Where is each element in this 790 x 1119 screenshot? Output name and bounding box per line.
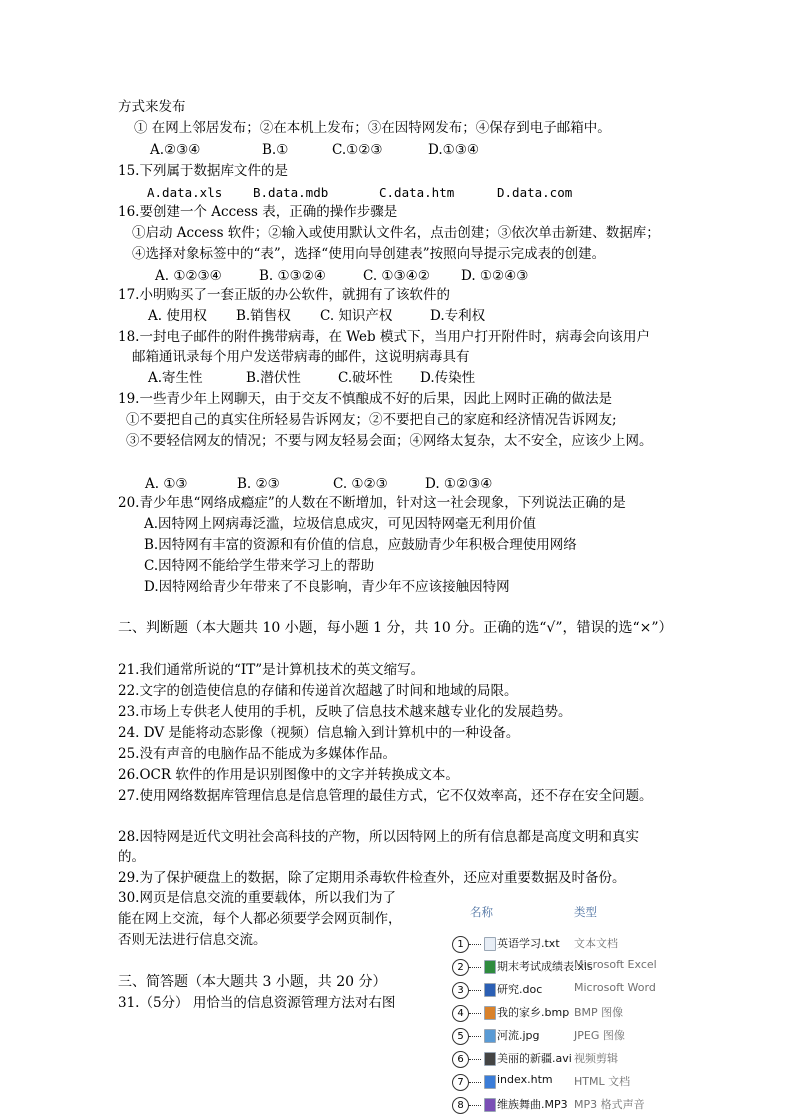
q20-option-d: D.因特网给青少年带来了不良影响，青少年不应该接触因特网 [144, 579, 510, 595]
q16-options [155, 267, 528, 285]
file-row [452, 1070, 648, 1092]
q29: 29.为了保护硬盘上的数据，除了定期用杀毒软件检查外，还应对重要数据及时备份。 [118, 870, 626, 886]
option-c: C. ①②③ [333, 476, 388, 492]
option-d: D. ①②③④ [425, 476, 493, 492]
file-name: 研究.doc [497, 983, 543, 996]
leader-dots [469, 1105, 481, 1106]
file-type: JPEG 图像 [574, 1029, 625, 1042]
q31-stem: 31.（5分） 用恰当的信息资源管理方法对右图 [118, 995, 396, 1011]
q14-options [150, 141, 479, 159]
column-header-type: 类型 [574, 905, 597, 919]
circled-number: 7 [452, 1074, 469, 1091]
file-row [452, 978, 656, 1000]
circled-number: 5 [452, 1028, 469, 1045]
file-type: HTML 文档 [574, 1075, 631, 1088]
file-list-figure [452, 892, 657, 1119]
option-c: C.①②③ [332, 142, 383, 158]
leader-dots [469, 1036, 481, 1037]
q17-options [148, 307, 485, 325]
excel-file-icon [484, 960, 496, 974]
q16-steps-2: ④选择对象标签中的“表”，选择“使用向导创建表”按照向导提示完成表的创建。 [132, 246, 606, 262]
option-a: A.data.xls [147, 185, 223, 200]
option-b: B.销售权 [236, 308, 291, 324]
q20-option-c: C.因特网不能给学生带来学习上的帮助 [144, 558, 375, 574]
option-c: C. 知识产权 [320, 308, 393, 324]
q16-steps-1: ①启动 Access 软件；②输入或使用默认文件名，点击创建；③依次单击新建、数据库； [132, 225, 660, 241]
q19-items-1: ①不要把自己的真实住所轻易告诉网友；②不要把自己的家庭和经济情况告诉网友; [126, 412, 617, 428]
q16-stem: 16.要创建一个 Access 表，正确的操作步骤是 [118, 204, 398, 220]
file-type: BMP 图像 [574, 1006, 624, 1019]
option-c: C. ①③④② [363, 268, 430, 284]
file-name: 我的家乡.bmp [497, 1006, 570, 1019]
file-name: 美丽的新疆.avi [497, 1052, 572, 1065]
option-a: A.②③④ [150, 142, 201, 158]
q15-options [147, 184, 572, 202]
option-d: D.传染性 [420, 370, 476, 386]
q19-options [145, 475, 492, 493]
column-header-name: 名称 [470, 905, 493, 919]
q20-stem: 20.青少年患“网络成瘾症”的人数在不断增加，针对这一社会现象，下列说法正确的是 [118, 495, 626, 511]
file-name: 维族舞曲.MP3 [497, 1098, 568, 1111]
leader-dots [469, 1059, 481, 1060]
circled-number: 3 [452, 982, 469, 999]
q27: 27.使用网络数据库管理信息是信息管理的最佳方式，它不仅效率高，还不存在安全问题。 [118, 788, 653, 804]
option-b: B.data.mdb [253, 185, 329, 200]
file-row [452, 1047, 648, 1069]
circled-number: 4 [452, 1005, 469, 1022]
audio-file-icon [484, 1098, 496, 1112]
q23: 23.市场上专供老人使用的手机，反映了信息技术越来越专业化的发展趋势。 [118, 704, 572, 720]
option-d: D.data.com [497, 185, 573, 200]
q26: 26.OCR 软件的作用是识别图像中的文字并转换成文本。 [118, 767, 459, 783]
section-2-heading: 二、判断题（本大题共 10 小题，每小题 1 分，共 10 分。正确的选“√”，错误的选“×”） [118, 620, 673, 636]
circled-number: 1 [452, 936, 469, 953]
option-a: A. ①②③④ [155, 268, 222, 284]
file-name: index.htm [497, 1073, 553, 1086]
file-row [452, 932, 648, 954]
file-row [452, 1024, 648, 1046]
leader-dots [469, 1082, 481, 1083]
image-file-icon [484, 1029, 496, 1043]
section-3-heading: 三、简答题（本大题共 3 小题，共 20 分） [118, 974, 387, 990]
q22: 22.文字的创造使信息的存储和传递首次超越了时间和地域的局限。 [118, 683, 518, 699]
option-d: D. ①②④③ [461, 268, 529, 284]
q14-stem-cont: 方式来发布 [118, 99, 186, 115]
option-b: B.潜伏性 [246, 370, 301, 386]
q21: 21.我们通常所说的“IT”是计算机技术的英文缩写。 [118, 662, 425, 678]
file-type: MP3 格式声音 [574, 1098, 645, 1111]
option-a: A. ①③ [145, 476, 188, 492]
q19-items-2: ③不要轻信网友的情况；不要与网友轻易会面；④网络太复杂，太不安全，应该少上网。 [126, 433, 653, 449]
file-type: Microsoft Excel [574, 958, 657, 971]
leader-dots [469, 944, 481, 945]
q17-stem: 17.小明购买了一套正版的办公软件，就拥有了该软件的 [118, 287, 450, 303]
leader-dots [469, 990, 481, 991]
option-b: B. ①③②④ [259, 268, 326, 284]
file-row [452, 955, 657, 977]
option-a: A. 使用权 [148, 308, 207, 324]
file-row [452, 1001, 648, 1023]
file-name: 期末考试成绩表.xls [497, 960, 593, 973]
circled-number: 2 [452, 959, 469, 976]
q30-line-2: 能在网上交流，每个人都必须要学会网页制作， [118, 911, 402, 927]
option-d: D.①③④ [428, 142, 479, 158]
q30-line-1: 30.网页是信息交流的重要载体，所以我们为了 [118, 890, 396, 906]
circled-number: 8 [452, 1097, 469, 1114]
html-file-icon [484, 1075, 496, 1089]
q24: 24. DV 是能将动态影像（视频）信息输入到计算机中的一种设备。 [118, 725, 520, 741]
file-name: 英语学习.txt [497, 937, 560, 950]
q28-line-2: 的。 [118, 849, 145, 865]
option-b: B. ②③ [237, 476, 280, 492]
video-file-icon [484, 1052, 496, 1066]
q18-stem-2: 邮箱通讯录每个用户发送带病毒的邮件，这说明病毒具有 [132, 349, 470, 365]
option-a: A.寄生性 [148, 370, 203, 386]
leader-dots [469, 967, 481, 968]
file-row [452, 1093, 648, 1115]
word-file-icon [484, 983, 496, 997]
q14-items: ① 在网上邻居发布；②在本机上发布；③在因特网发布；④保存到电子邮箱中。 [134, 120, 611, 136]
option-c: C.破坏性 [338, 370, 393, 386]
text-file-icon [484, 937, 496, 951]
file-name: 河流.jpg [497, 1029, 540, 1042]
leader-dots [469, 1013, 481, 1014]
q20-option-b: B.因特网有丰富的资源和有价值的信息，应鼓励青少年积极合理使用网络 [144, 537, 577, 553]
option-b: B.① [262, 142, 289, 158]
file-type: 视频剪辑 [574, 1052, 618, 1065]
q25: 25.没有声音的电脑作品不能成为多媒体作品。 [118, 746, 396, 762]
option-c: C.data.htm [379, 185, 455, 200]
q28-line-1: 28.因特网是近代文明社会高科技的产物，所以因特网上的所有信息都是高度文明和真实 [118, 829, 639, 845]
q15-stem: 15.下列属于数据库文件的是 [118, 163, 288, 179]
file-type: Microsoft Word [574, 981, 656, 994]
circled-number: 6 [452, 1051, 469, 1068]
file-type: 文本文档 [574, 937, 618, 950]
q18-stem-1: 18.一封电子邮件的附件携带病毒，在 Web 模式下，当用户打开附件时，病毒会向该用户 [118, 329, 650, 345]
q30-line-3: 否则无法进行信息交流。 [118, 932, 267, 948]
q18-options [148, 369, 475, 387]
option-d: D.专利权 [430, 308, 486, 324]
q20-option-a: A.因特网上网病毒泛滥，垃圾信息成灾，可见因特网毫无利用价值 [144, 516, 537, 532]
image-file-icon [484, 1006, 496, 1020]
q19-stem: 19.一些青少年上网聊天，由于交友不慎酿成不好的后果，因此上网时正确的做法是 [118, 391, 612, 407]
